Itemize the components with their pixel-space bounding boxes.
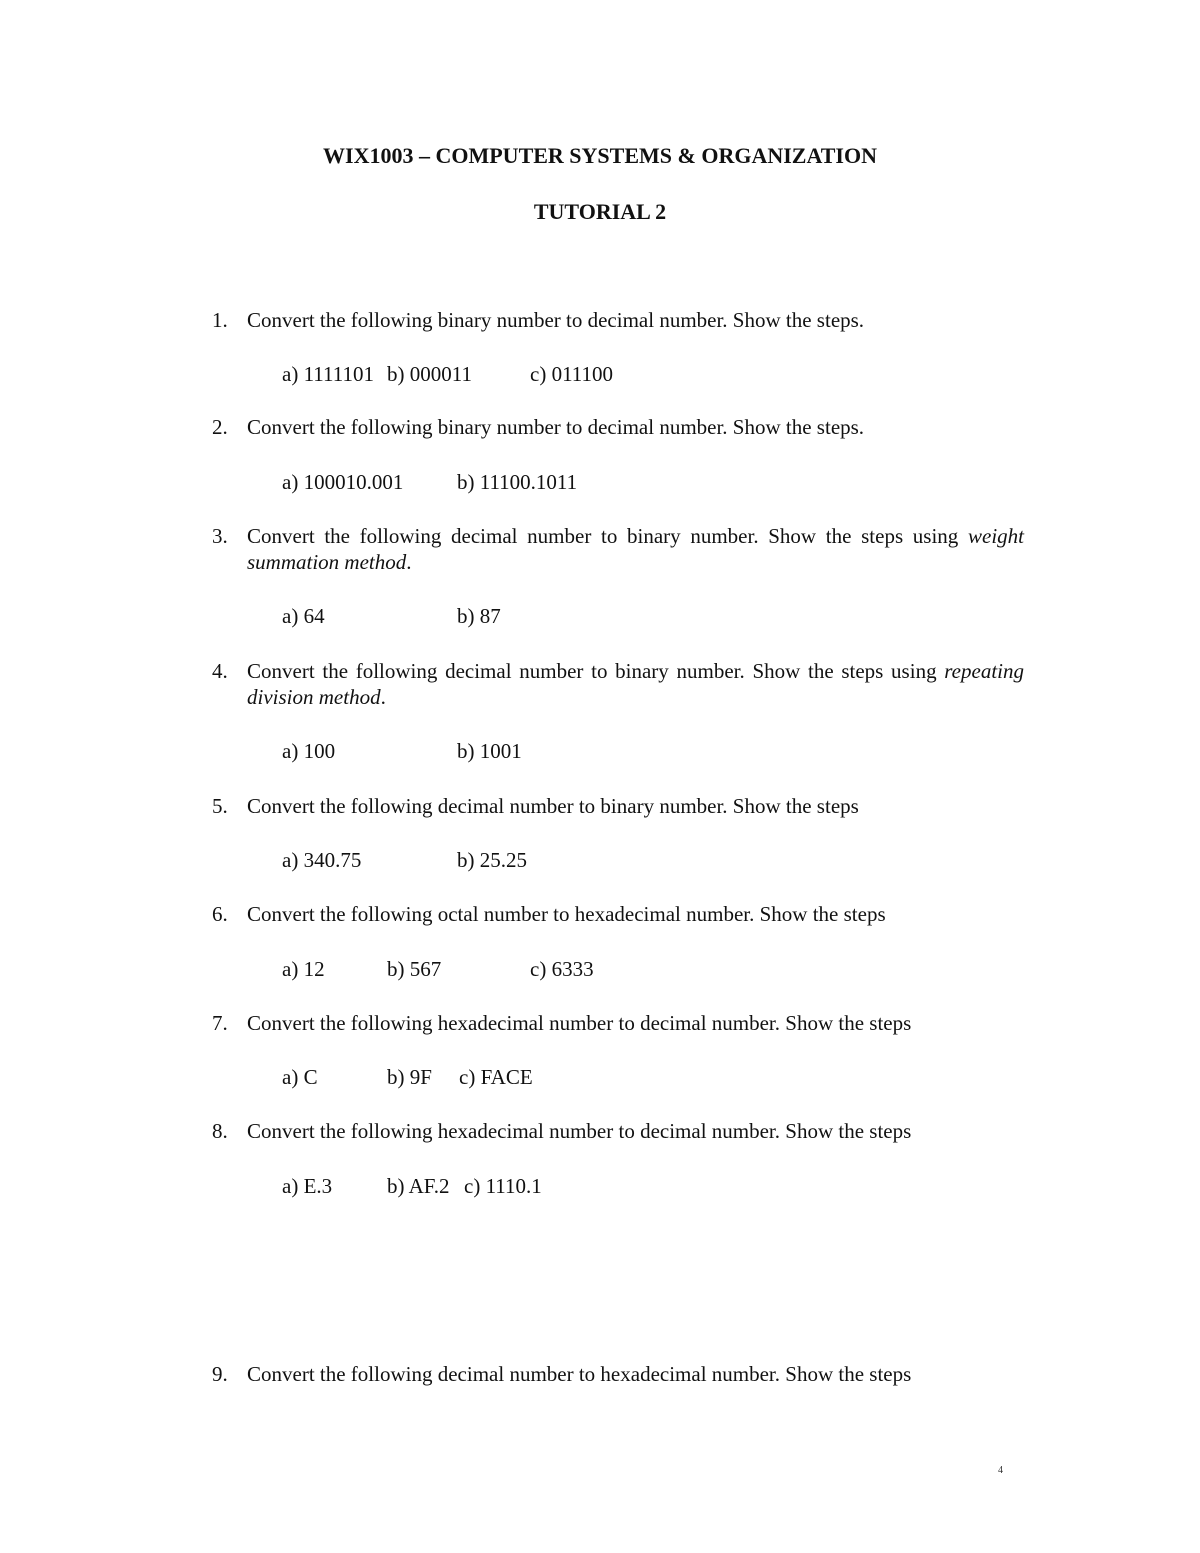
page-footer-mark: 4 — [998, 1465, 1003, 1476]
method-emphasis: weight summation method — [247, 524, 1024, 574]
question-number: 1. — [212, 308, 228, 332]
course-title: WIX1003 – COMPUTER SYSTEMS & ORGANIZATION — [323, 143, 877, 168]
question-5-options — [282, 847, 682, 873]
question-text — [247, 658, 1024, 710]
question-number: 3. — [212, 524, 228, 548]
question-text: Convert the following binary number to decimal number. Show the steps. — [247, 415, 865, 439]
question-text-end: . — [406, 550, 412, 574]
question-4-options — [282, 738, 682, 764]
question-number: 6. — [212, 902, 228, 926]
option-b: b) 000011 — [387, 362, 472, 386]
option-a: a) 1111101 — [282, 362, 374, 386]
option-b: b) 25.25 — [457, 848, 527, 872]
question-3 — [212, 523, 1024, 575]
option-a: a) 100 — [282, 739, 336, 763]
question-number: 8. — [212, 1119, 228, 1143]
question-2-options — [282, 469, 682, 495]
option-b: b) AF.2 — [387, 1174, 450, 1198]
question-4 — [212, 658, 1024, 710]
option-c: c) 6333 — [530, 957, 594, 981]
question-text: Convert the following decimal number to binary number. Show the steps — [247, 794, 859, 818]
question-number: 2. — [212, 415, 228, 439]
option-a: a) C — [282, 1065, 318, 1089]
option-b: b) 11100.1011 — [457, 470, 578, 494]
method-emphasis: repeating division method — [247, 659, 1024, 709]
option-a: a) 64 — [282, 604, 325, 628]
option-a: a) 340.75 — [282, 848, 362, 872]
question-8-options — [282, 1173, 682, 1199]
question-text-main: Convert the following decimal number to binary number. Show the steps using — [247, 524, 968, 548]
option-c: c) 1110.1 — [464, 1174, 542, 1198]
option-a: a) 100010.001 — [282, 470, 404, 494]
option-a: a) E.3 — [282, 1174, 333, 1198]
question-number: 7. — [212, 1011, 228, 1035]
option-c: c) 011100 — [530, 362, 614, 386]
question-text: Convert the following hexadecimal number to decimal number. Show the steps — [247, 1011, 912, 1035]
question-number: 9. — [212, 1362, 228, 1386]
option-a: a) 12 — [282, 957, 325, 981]
question-text: Convert the following decimal number to hexadecimal number. Show the steps — [247, 1362, 912, 1386]
question-text: Convert the following octal number to hexadecimal number. Show the steps — [247, 902, 886, 926]
question-text: Convert the following binary number to decimal number. Show the steps. — [247, 308, 865, 332]
question-text-end: . — [380, 685, 386, 709]
option-b: b) 9F — [387, 1065, 432, 1089]
option-b: b) 567 — [387, 957, 442, 981]
option-b: b) 1001 — [457, 739, 522, 763]
question-3-options — [282, 603, 682, 629]
question-7-options — [282, 1064, 682, 1090]
option-c: c) FACE — [459, 1065, 533, 1089]
question-number: 4. — [212, 659, 228, 683]
question-number: 5. — [212, 794, 228, 818]
question-text — [247, 523, 1024, 575]
question-6-options — [282, 956, 682, 982]
option-b: b) 87 — [457, 604, 501, 628]
question-1-options — [282, 361, 682, 387]
question-text: Convert the following hexadecimal number to decimal number. Show the steps — [247, 1119, 912, 1143]
question-text-main: Convert the following decimal number to binary number. Show the steps using — [247, 659, 945, 683]
tutorial-title: TUTORIAL 2 — [533, 199, 667, 224]
